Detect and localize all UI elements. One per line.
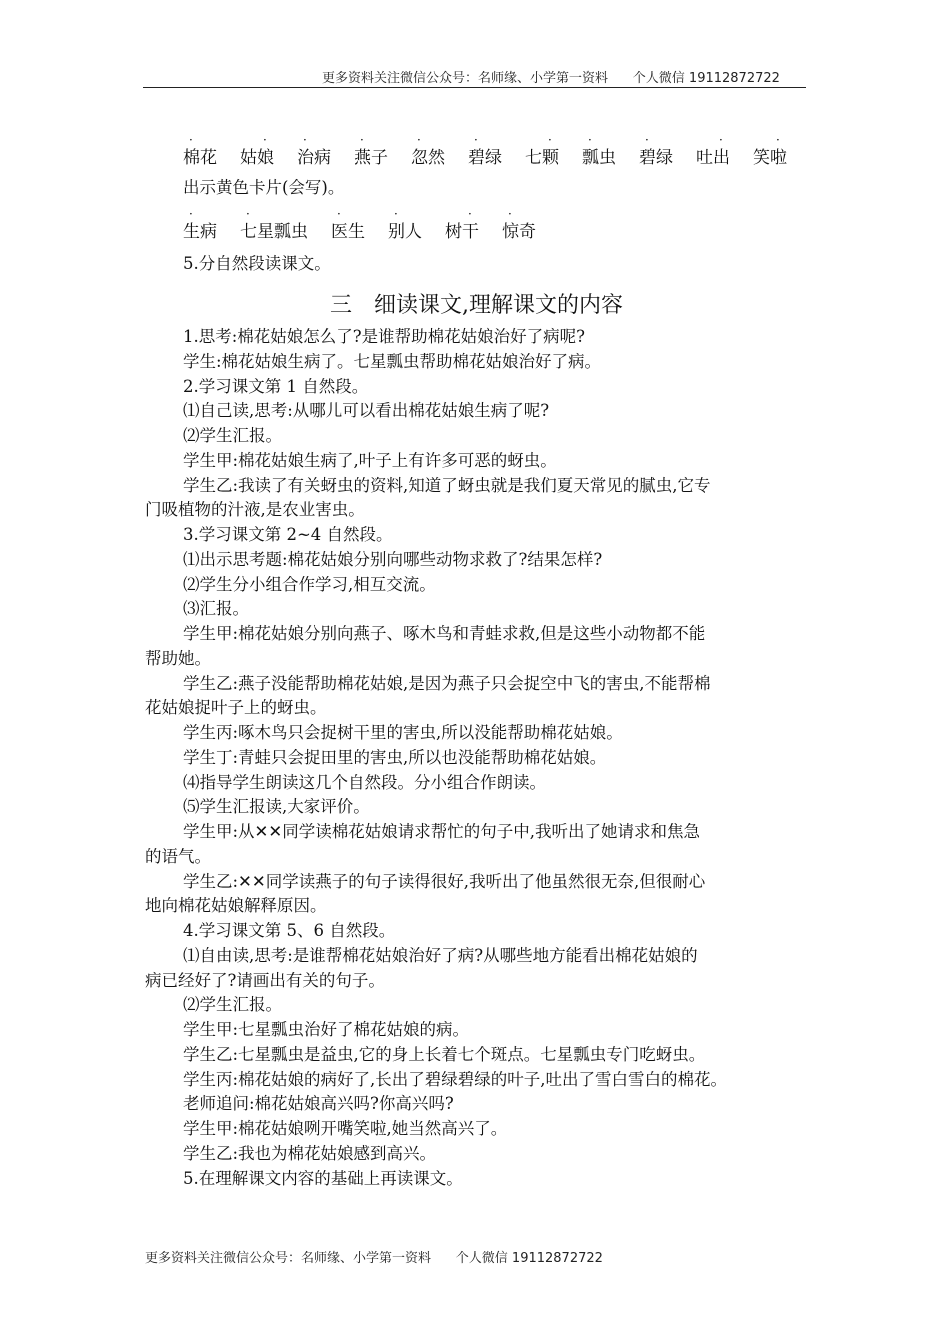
body-line: 学生丙:棉花姑娘的病好了,长出了碧绿碧绿的叶子,吐出了雪白雪白的棉花。 (183, 1069, 728, 1089)
body-line: 学生甲:从✕✕同学读棉花姑娘请求帮忙的句子中,我听出了她请求和焦急 (183, 822, 700, 841)
body-line: 的语气。 (145, 846, 211, 866)
yellow-card-line: 出示黄色卡片(会写)。 (183, 178, 345, 197)
body-line: 学生丁:青蛙只会捉田里的害虫,所以也没能帮助棉花姑娘。 (183, 747, 607, 767)
vocab-word: 别人 · (388, 207, 422, 242)
body-line: 学生乙:我也为棉花姑娘感到高兴。 (183, 1143, 437, 1163)
emphasis-dot: · (468, 207, 472, 221)
vocab-word: 树干 · (445, 207, 479, 242)
body-line: 门吸植物的汁液,是农业害虫。 (145, 500, 365, 520)
section-title: 三 细读课文,理解课文的内容 (330, 293, 623, 318)
emphasis-dot: · (417, 133, 421, 147)
emphasis-dot: · (548, 133, 552, 147)
vocab-word: 瓢虫 · (582, 133, 616, 168)
emphasis-dot: · (588, 133, 592, 147)
body-line: 学生乙:✕✕同学读燕子的句子读得很好,我听出了他虽然很无奈,但很耐心 (183, 871, 706, 891)
body-line: 学生甲:七星瓢虫治好了棉花姑娘的病。 (183, 1020, 470, 1039)
vocab-word: 碧绿 · (468, 133, 502, 168)
body-line: ⑵学生汇报。 (183, 426, 282, 445)
emphasis-dot: · (189, 133, 193, 147)
emphasis-dot: · (645, 133, 649, 147)
body-line: 老师追问:棉花姑娘高兴吗?你高兴吗? (183, 1094, 454, 1114)
emphasis-dot: · (337, 207, 341, 221)
body-line: 花姑娘捉叶子上的蚜虫。 (145, 698, 327, 718)
body-line: 学生甲:棉花姑娘生病了,叶子上有许多可恶的蚜虫。 (183, 450, 557, 470)
body-line: ⑶汇报。 (183, 599, 249, 619)
vocab-word: 姑娘 · (240, 133, 274, 168)
body-line: 学生乙:七星瓢虫是益虫,它的身上长着七个斑点。七星瓢虫专门吃蚜虫。 (183, 1044, 706, 1064)
body-line: 学生丙:啄木鸟只会捉树干里的害虫,所以没能帮助棉花姑娘。 (183, 723, 623, 742)
vocab-word: 棉花 · (183, 133, 217, 168)
emphasis-dot: · (246, 207, 250, 221)
vocab-row-2 (183, 207, 559, 242)
vocab-word: 燕子 · (354, 133, 388, 168)
body-line: ⑴出示思考题:棉花姑娘分别向哪些动物求救了?结果怎样? (183, 549, 603, 569)
body-line: 2.学习课文第 1 自然段。 (183, 376, 369, 396)
vocab-word: 生病 · (183, 207, 217, 242)
vocab-word: 医生 · (331, 207, 365, 242)
emphasis-dot: · (360, 133, 364, 147)
body-line: 学生甲:棉花姑娘咧开嘴笑啦,她当然高兴了。 (183, 1119, 508, 1138)
vocab-word: 吐出 · (696, 133, 730, 168)
body-line: 学生:棉花姑娘生病了。七星瓢虫帮助棉花姑娘治好了病。 (183, 351, 602, 371)
body-line: ⑵学生汇报。 (183, 995, 282, 1015)
vocab-word: 碧绿 · (639, 133, 673, 168)
body-line: 3.学习课文第 2~4 自然段。 (183, 525, 393, 544)
emphasis-dot: · (508, 207, 512, 221)
page-header: 更多资料关注微信公众号：名师缘、小学第一资料 个人微信 19112872722 (322, 71, 780, 86)
body-line: ⑸学生汇报读,大家评价。 (183, 797, 370, 817)
page-footer: 更多资料关注微信公众号：名师缘、小学第一资料 个人微信 19112872722 (145, 1251, 603, 1266)
vocab-row-1 (183, 133, 810, 168)
emphasis-dot: · (303, 133, 307, 147)
vocab-word: 惊奇 · (502, 207, 536, 242)
read-by-paragraph-line: 5.分自然段读课文。 (183, 254, 331, 273)
body-line: 4.学习课文第 5、6 自然段。 (183, 921, 396, 940)
vocab-word: 治病 · (297, 133, 331, 168)
body-line: ⑷指导学生朗读这几个自然段。分小组合作朗读。 (183, 772, 546, 792)
body-line: 学生甲:棉花姑娘分别向燕子、啄木鸟和青蛙求救,但是这些小动物都不能 (183, 624, 706, 643)
emphasis-dot: · (719, 133, 723, 147)
vocab-word: 七星瓢虫 · (240, 207, 308, 242)
emphasis-dot: · (394, 207, 398, 221)
vocab-word: 忽然 · (411, 133, 445, 168)
body-line: ⑵学生分小组合作学习,相互交流。 (183, 574, 436, 594)
body-line: 1.思考:棉花姑娘怎么了?是谁帮助棉花姑娘治好了病呢? (183, 327, 585, 346)
vocab-word: 笑啦 · (753, 133, 787, 168)
emphasis-dot: · (189, 207, 193, 221)
vocab-word: 七颗 · (525, 133, 559, 168)
emphasis-dot: · (263, 133, 267, 147)
body-line: ⑴自由读,思考:是谁帮棉花姑娘治好了病?从哪些地方能看出棉花姑娘的 (183, 945, 698, 965)
body-line: ⑴自己读,思考:从哪儿可以看出棉花姑娘生病了呢? (183, 401, 550, 421)
body-line: 地向棉花姑娘解释原因。 (145, 896, 327, 916)
body-line: 5.在理解课文内容的基础上再读课文。 (183, 1168, 463, 1188)
body-line: 学生乙:燕子没能帮助棉花姑娘,是因为燕子只会捉空中飞的害虫,不能帮棉 (183, 673, 711, 693)
body-line: 帮助她。 (145, 648, 211, 668)
header-rule (143, 87, 806, 88)
emphasis-dot: · (474, 133, 478, 147)
body-line: 病已经好了?请画出有关的句子。 (145, 970, 385, 990)
emphasis-dot: · (776, 133, 780, 147)
body-line: 学生乙:我读了有关蚜虫的资料,知道了蚜虫就是我们夏天常见的腻虫,它专 (183, 475, 711, 495)
